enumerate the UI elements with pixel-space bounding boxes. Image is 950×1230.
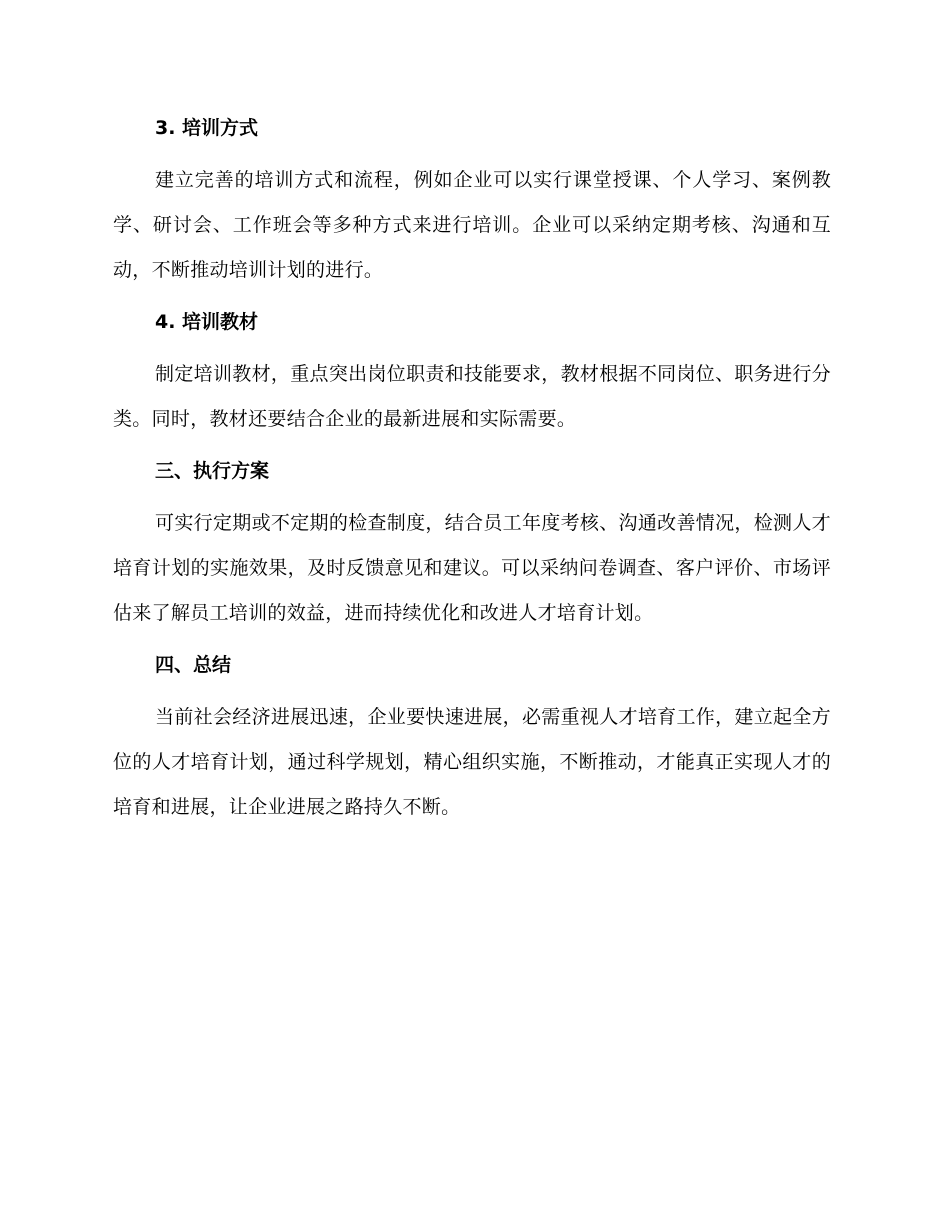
section-paragraph-execution-plan: 可实行定期或不定期的检查制度，结合员工年度考核、沟通改善情况，检测人才培育计划的实施效果，及时反馈意见和建议。可以采纳问卷调查、客户评价、市场评估来了解员工培训的效益，进而持续优化和改进人才培育计划。 xyxy=(113,512,831,624)
document-body xyxy=(113,112,831,830)
section-paragraph-summary: 当前社会经济进展迅速，企业要快速进展，必需重视人才培育工作，建立起全方位的人才培育计划，通过科学规划，精心组织实施，不断推动，才能真正实现人才的培育和进展，让企业进展之路持久不断。 xyxy=(113,706,831,818)
section-heading-training-materials: 4. 培训教材 xyxy=(155,311,259,333)
section-heading-summary: 四、总结 xyxy=(155,654,232,676)
section-paragraph-training-methods: 建立完善的培训方式和流程，例如企业可以实行课堂授课、个人学习、案例教学、研讨会、工作班会等多种方式来进行培训。企业可以采纳定期考核、沟通和互动，不断推动培训计划的进行。 xyxy=(113,169,831,281)
section-heading-execution-plan: 三、执行方案 xyxy=(155,460,270,482)
section-paragraph-training-materials: 制定培训教材，重点突出岗位职责和技能要求，教材根据不同岗位、职务进行分类。同时，教材还要结合企业的最新进展和实际需要。 xyxy=(113,363,831,430)
section-heading-training-methods: 3. 培训方式 xyxy=(155,117,259,139)
